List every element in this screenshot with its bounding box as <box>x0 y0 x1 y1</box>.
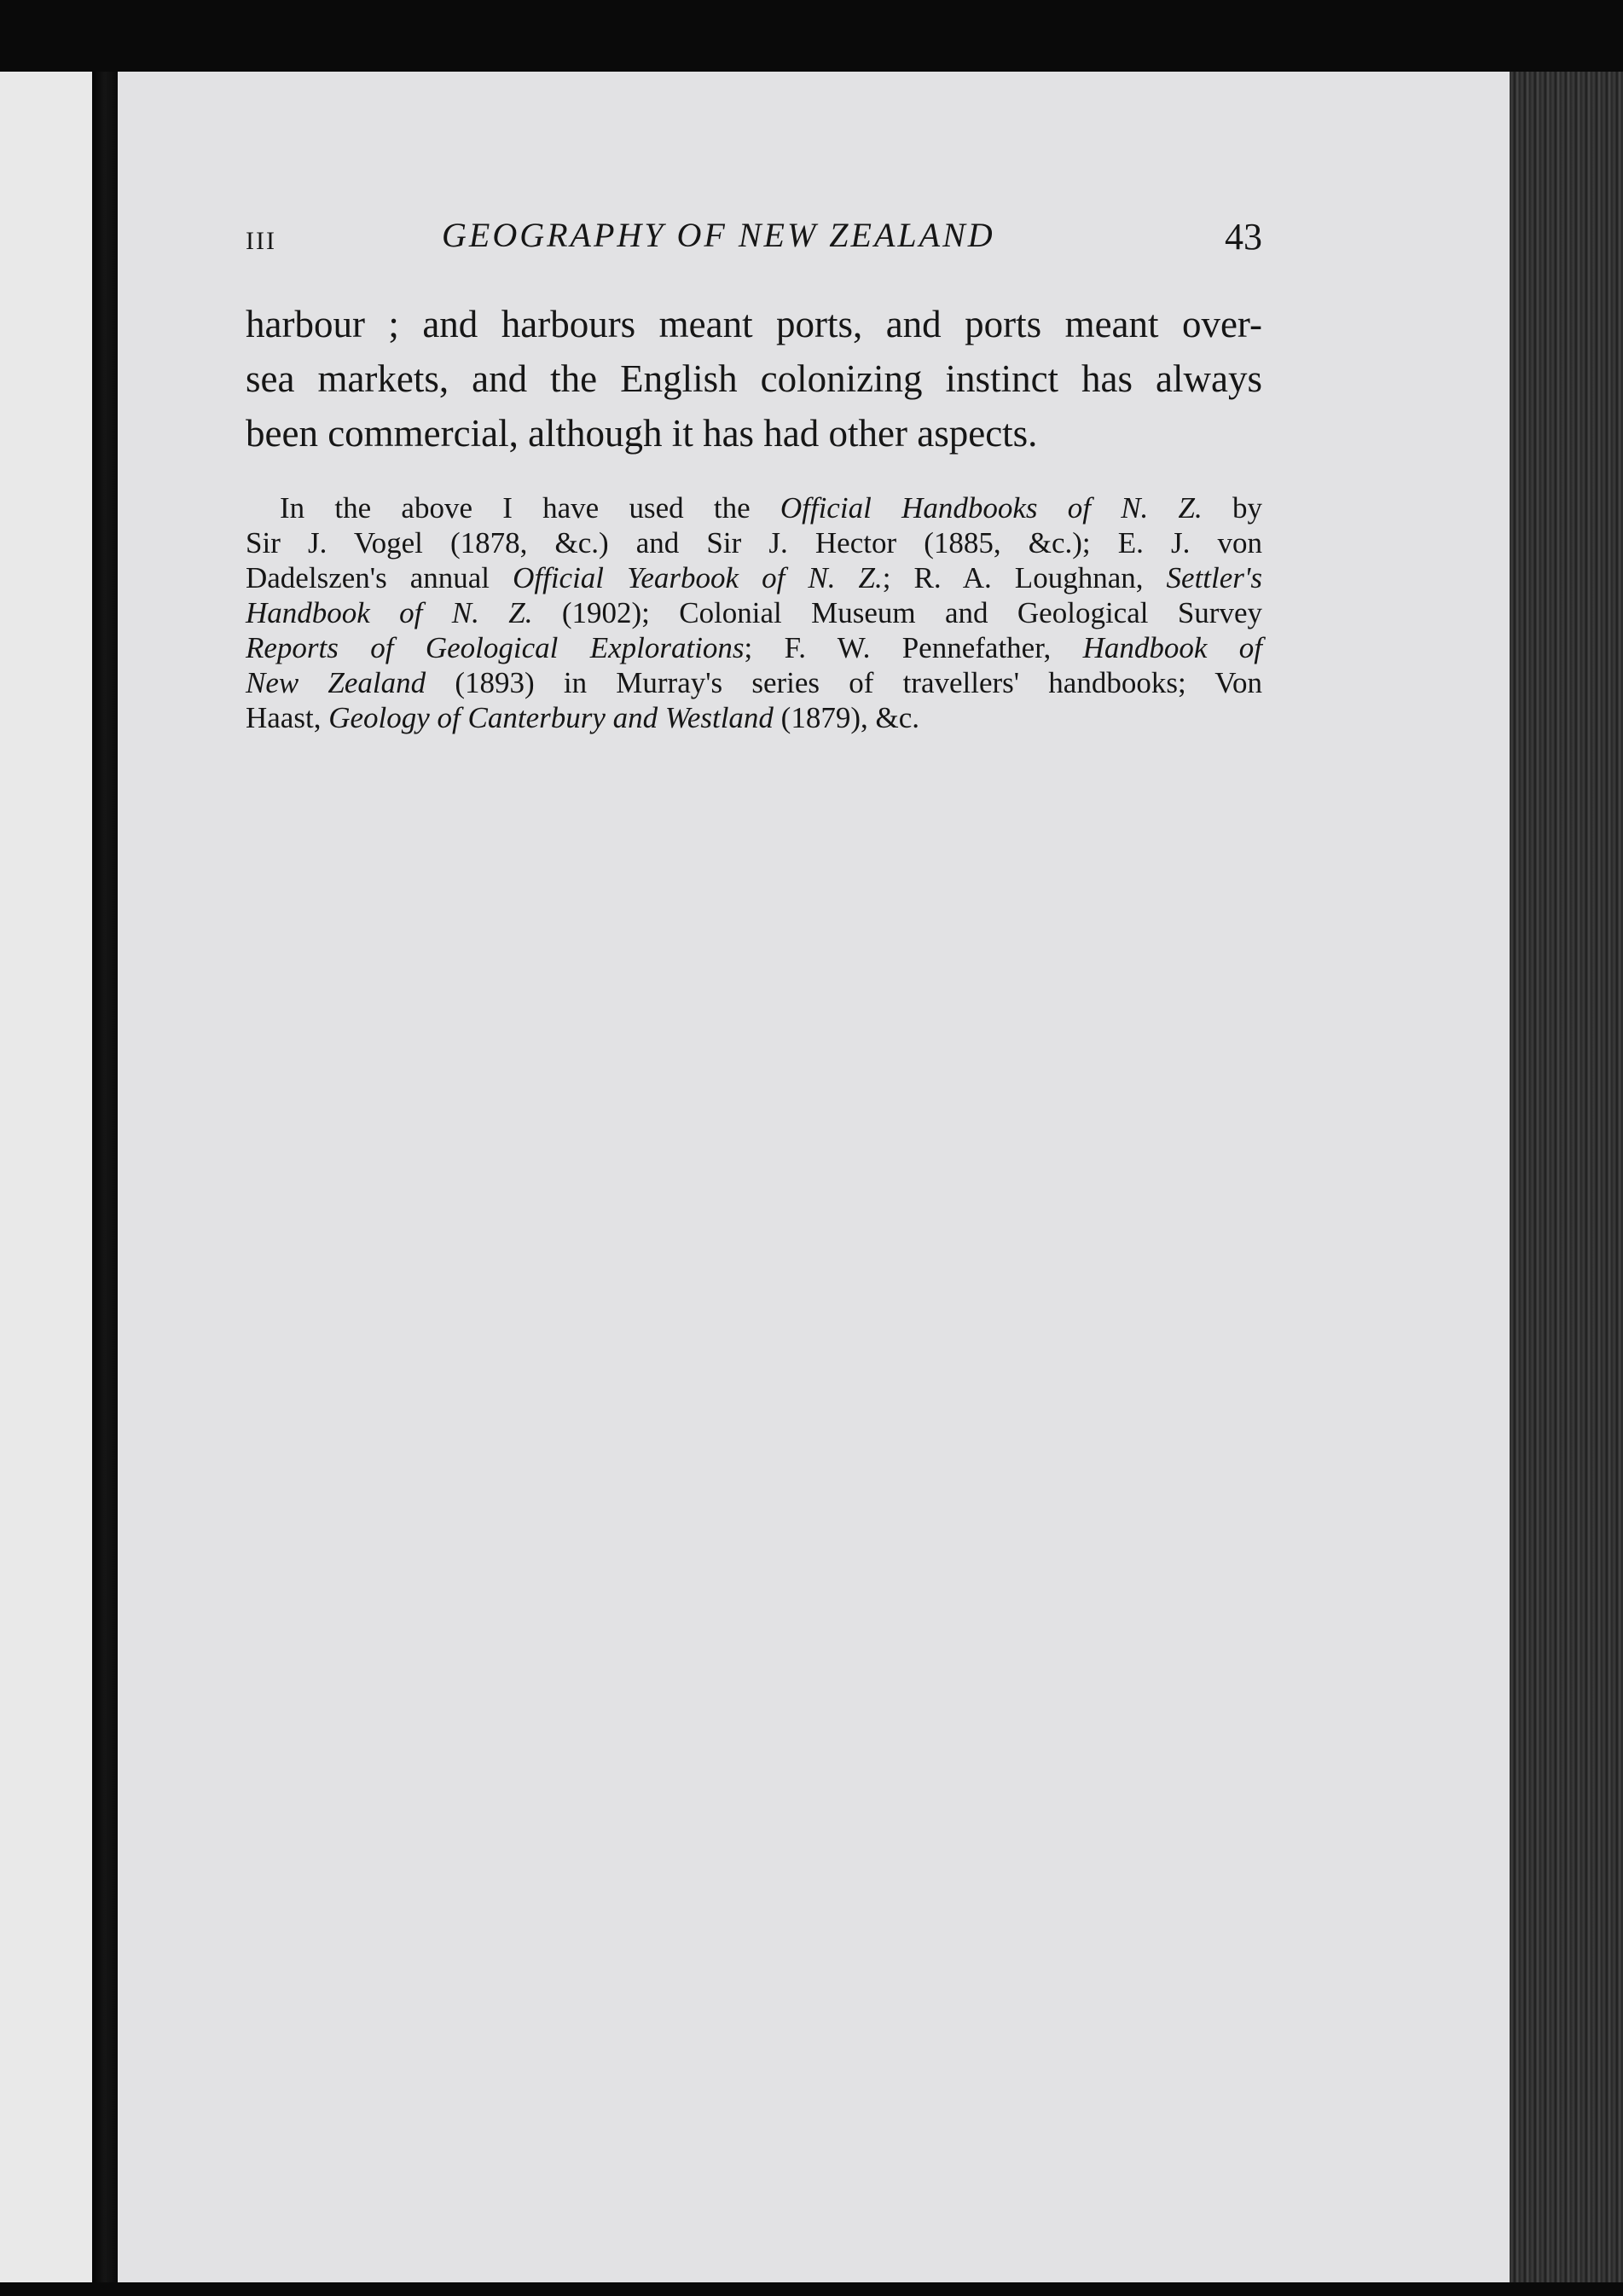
note-title: New Zealand <box>246 666 426 699</box>
note-text: Sir J. Vogel (1878, &c.) and Sir J. Hector (1885, &c.); E. J. von <box>246 526 1262 560</box>
note-title: Handbook of N. Z. <box>246 596 533 629</box>
note-title: Reports of Geological Explorations <box>246 631 745 664</box>
body-line: been commercial, although it has had other aspects. <box>246 412 1038 455</box>
body-paragraph <box>246 297 1262 461</box>
note-line <box>246 595 1262 630</box>
body-line: harbour ; and harbours meant ports, and ports meant over- <box>246 303 1262 345</box>
note-text: In the above I have used the <box>280 491 780 525</box>
page-stack-edges <box>1510 72 1623 2296</box>
note-line <box>246 560 1262 595</box>
running-head <box>246 213 1262 273</box>
note-title: Handbook of <box>1082 631 1262 664</box>
note-line <box>246 630 1262 665</box>
note-line <box>246 525 1262 560</box>
note-title: Official Yearbook of N. Z. <box>513 561 883 594</box>
note-title: Geology of Canterbury and Westland <box>328 701 774 734</box>
note-text: (1893) in Murray's series of travellers' handbooks; Von <box>426 666 1262 699</box>
note-title: Official Handbooks of N. Z. <box>780 491 1203 525</box>
note-text: (1902); Colonial Museum and Geological Survey <box>532 596 1262 629</box>
running-title: GEOGRAPHY OF NEW ZEALAND <box>442 216 995 254</box>
scan-bottom-margin <box>0 2282 1623 2296</box>
book-gutter <box>92 72 118 2289</box>
note-text: Dadelszen's annual <box>246 561 513 594</box>
note-text: ; F. W. Pennefather, <box>744 631 1083 664</box>
note-text: (1879), &c. <box>773 701 919 734</box>
note-text: Haast, <box>246 701 329 734</box>
bibliographic-note <box>246 490 1262 735</box>
body-line: sea markets, and the English colonizing instinct has always <box>246 357 1262 400</box>
note-text: ; R. A. Loughnan, <box>882 561 1167 594</box>
note-line <box>246 490 1262 525</box>
note-title: Settler's <box>1166 561 1262 594</box>
page-number: 43 <box>1225 216 1262 258</box>
facing-page-edge <box>0 72 96 2282</box>
note-line <box>246 700 1262 735</box>
chapter-number: III <box>246 227 276 255</box>
note-text: by <box>1202 491 1262 525</box>
note-line <box>246 665 1262 700</box>
scan-top-margin <box>0 0 1623 72</box>
